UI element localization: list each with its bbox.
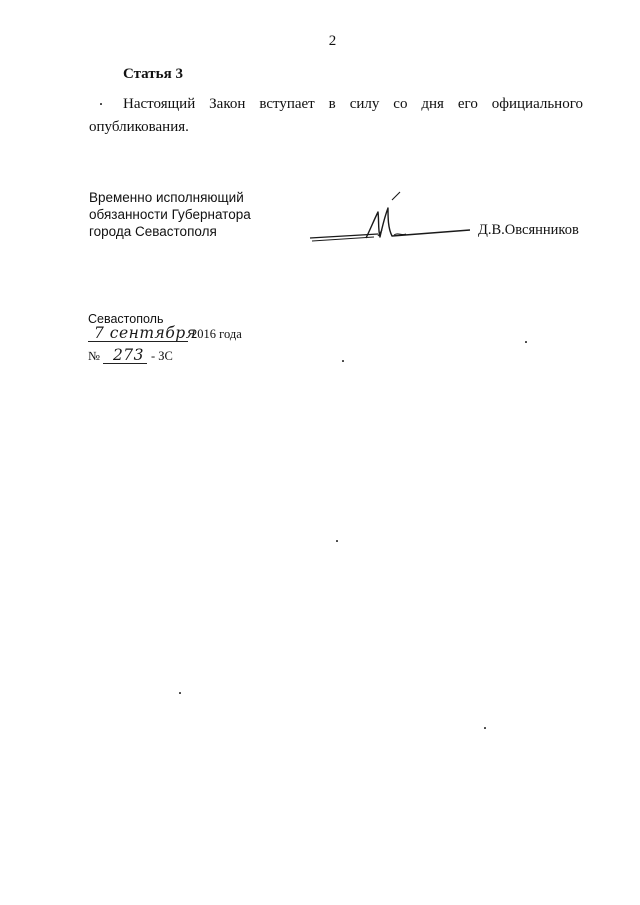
signer-title-line-1: Временно исполняющий: [89, 190, 244, 205]
number-handwritten: 273: [112, 346, 145, 364]
enactment-number: [88, 346, 173, 366]
scan-speck: [179, 692, 181, 694]
scan-speck: [100, 103, 102, 105]
article-body: [89, 93, 583, 139]
number-blank: [103, 346, 147, 364]
signer-name: Д.В.Овсянников: [478, 222, 579, 238]
enactment-date: [88, 324, 242, 344]
enactment-place: Севастополь: [88, 312, 164, 326]
article-heading: Статья 3: [123, 66, 183, 82]
scan-speck: [342, 360, 344, 362]
date-blank: [88, 324, 197, 342]
scan-speck: [484, 727, 486, 729]
scan-speck: [525, 341, 527, 343]
number-prefix: №: [88, 349, 100, 363]
number-suffix: - ЗС: [150, 349, 173, 363]
article-body-text: Настоящий Закон вступает в силу со дня его официального опубликования.: [89, 96, 583, 135]
signer-title-line-2: обязанности Губернатора: [89, 207, 251, 222]
handwritten-signature: [308, 190, 478, 250]
signer-title: [89, 189, 251, 240]
date-suffix: 2016 года: [191, 327, 242, 341]
page-number: 2: [328, 33, 337, 49]
signer-title-line-3: города Севастополя: [89, 224, 217, 239]
scan-speck: [336, 540, 338, 542]
date-handwritten: 7 сентября: [94, 324, 197, 342]
